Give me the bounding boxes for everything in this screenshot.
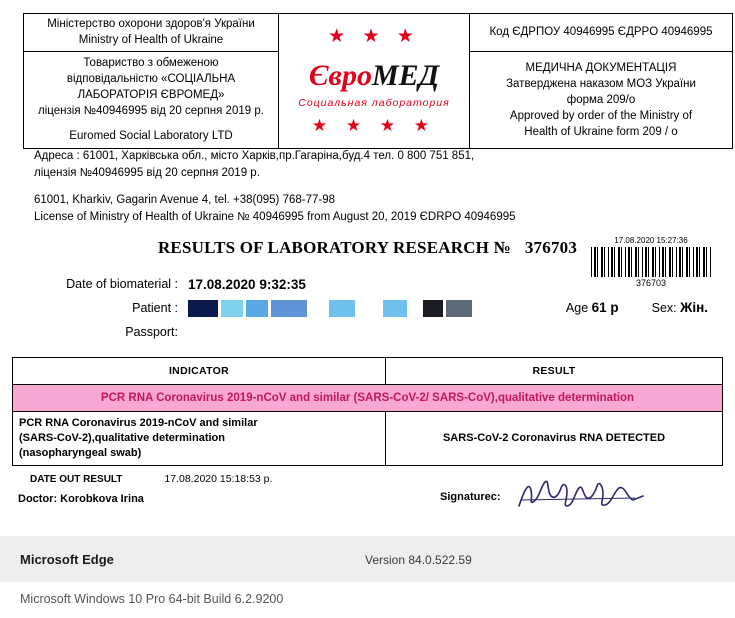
row-result: SARS-CoV-2 Coronavirus RNA DETECTED <box>386 412 723 466</box>
row-indicator-line1: PCR RNA Coronavirus 2019-nCoV and similar <box>19 417 258 429</box>
signature-image <box>515 476 645 512</box>
ministry-en: Ministry of Health of Ukraine <box>78 33 224 46</box>
ministry-cell <box>24 14 279 52</box>
age-value: 61 р <box>591 300 619 315</box>
patient-redacted-value <box>188 300 475 317</box>
edrpou-uk: Код ЄДРПОУ 40946995 <box>489 25 615 38</box>
passport-label: Passport: <box>125 325 178 339</box>
barcode-timestamp: 17.08.2020 15:27:36 <box>614 236 688 245</box>
logo-red-part: Євро <box>308 58 372 92</box>
med-doc-uk-1: МЕДИЧНА ДОКУМЕНТАЦІЯ <box>525 61 677 74</box>
stars-top-icon: ★ ★ ★ <box>328 25 420 47</box>
edrpou-en: ЄДРPO 40946995 <box>617 25 713 38</box>
age-label: Age <box>565 301 589 315</box>
patient-info-block <box>28 272 718 344</box>
company-uk-line3: ЛАБОРАТОРІЯ ЄВРОМЕД» <box>77 89 225 102</box>
column-header-result: RESULT <box>386 358 723 385</box>
row-indicator-line2: (SARS-CoV-2),qualitative determination <box>19 431 225 444</box>
browser-name: Microsoft Edge <box>20 552 114 567</box>
sex-label: Sex: <box>651 301 677 315</box>
page-title-text: RESULTS OF LABORATORY RESEARCH № <box>157 238 511 257</box>
signature-label: Signaturec: <box>440 491 501 503</box>
med-doc-uk-2: Затверджена наказом МОЗ України <box>506 77 696 90</box>
doctor-name: Doctor: Korobkova Irina <box>18 493 144 505</box>
sex-value: Жін. <box>680 300 708 315</box>
row-indicator-line3: (nasopharyngeal swab) <box>19 446 142 459</box>
os-build-info: Microsoft Windows 10 Pro 64-bit Build 6.2.9200 <box>20 592 284 606</box>
logo-black-part: МЕД <box>371 58 440 92</box>
address-line-2: ліцензія №40946995 від 20 серпня 2019 р. <box>34 167 260 180</box>
results-table <box>12 357 723 466</box>
results-banner: PCR RNA Coronavirus 2019-nCoV and similar (SARS-CoV-2/ SARS-CoV),qualitative determination <box>13 385 723 412</box>
company-cell <box>24 52 279 148</box>
logo-cell <box>279 14 470 149</box>
results-banner-row <box>13 385 723 412</box>
address-line-3: 61001, Kharkiv, Gagarin Avenue 4, tel. +38(095) 768-77-98 <box>34 193 336 206</box>
address-block <box>34 148 694 226</box>
barcode-number: 376703 <box>635 278 667 288</box>
edrpou-cell <box>470 14 733 52</box>
patient-label: Patient : <box>132 301 178 315</box>
date-biomaterial-value: 17.08.2020 9:32:35 <box>188 276 306 292</box>
header-table <box>23 13 733 149</box>
logo-wordmark <box>279 58 469 92</box>
company-uk-line1: Товариство з обмеженою <box>83 57 219 70</box>
results-header-row <box>13 358 723 385</box>
med-doc-uk-3: форма 209/о <box>566 93 636 106</box>
med-doc-cell <box>470 52 733 148</box>
date-out-block <box>30 473 272 485</box>
company-uk-line2: відповідальністю «СОЦІАЛЬНА <box>66 73 236 86</box>
med-doc-en-1: Approved by order of the Ministry of <box>509 109 693 122</box>
column-header-indicator: INDICATOR <box>13 358 386 385</box>
age-sex-block <box>566 300 708 315</box>
browser-version: Version 84.0.522.59 <box>365 553 472 567</box>
company-license-line: ліцензія №40946995 від 20 серпня 2019 р. <box>38 105 264 118</box>
table-row <box>13 412 723 466</box>
report-number: 376703 <box>524 238 578 257</box>
logo-subtitle: Социальная лаборатория <box>298 96 450 109</box>
row-indicator <box>13 412 386 466</box>
ministry-uk: Міністерство охорони здоров'я України <box>47 18 255 30</box>
address-line-4: License of Ministry of Health of Ukraine № 40946995 from August 20, 2019 ЄDRPO 40946995 <box>34 210 516 223</box>
med-doc-en-2: Health of Ukraine form 209 / o <box>524 125 678 138</box>
address-line-1: Адреса : 61001, Харківська обл., місто Харків,пр.Гагаріна,буд.4 тел. 0 800 751 851, <box>34 150 475 162</box>
date-biomaterial-label: Date of biomaterial : <box>66 277 178 291</box>
date-out-value: 17.08.2020 15:18:53 р. <box>164 473 273 485</box>
company-en: Euromed Social Laboratory LTD <box>69 130 233 143</box>
stars-bottom-icon: ★ ★ ★ ★ <box>311 115 437 135</box>
passport-row <box>28 320 718 344</box>
date-out-label: DATE OUT RESULT <box>30 474 123 485</box>
date-biomaterial-row <box>28 272 718 296</box>
